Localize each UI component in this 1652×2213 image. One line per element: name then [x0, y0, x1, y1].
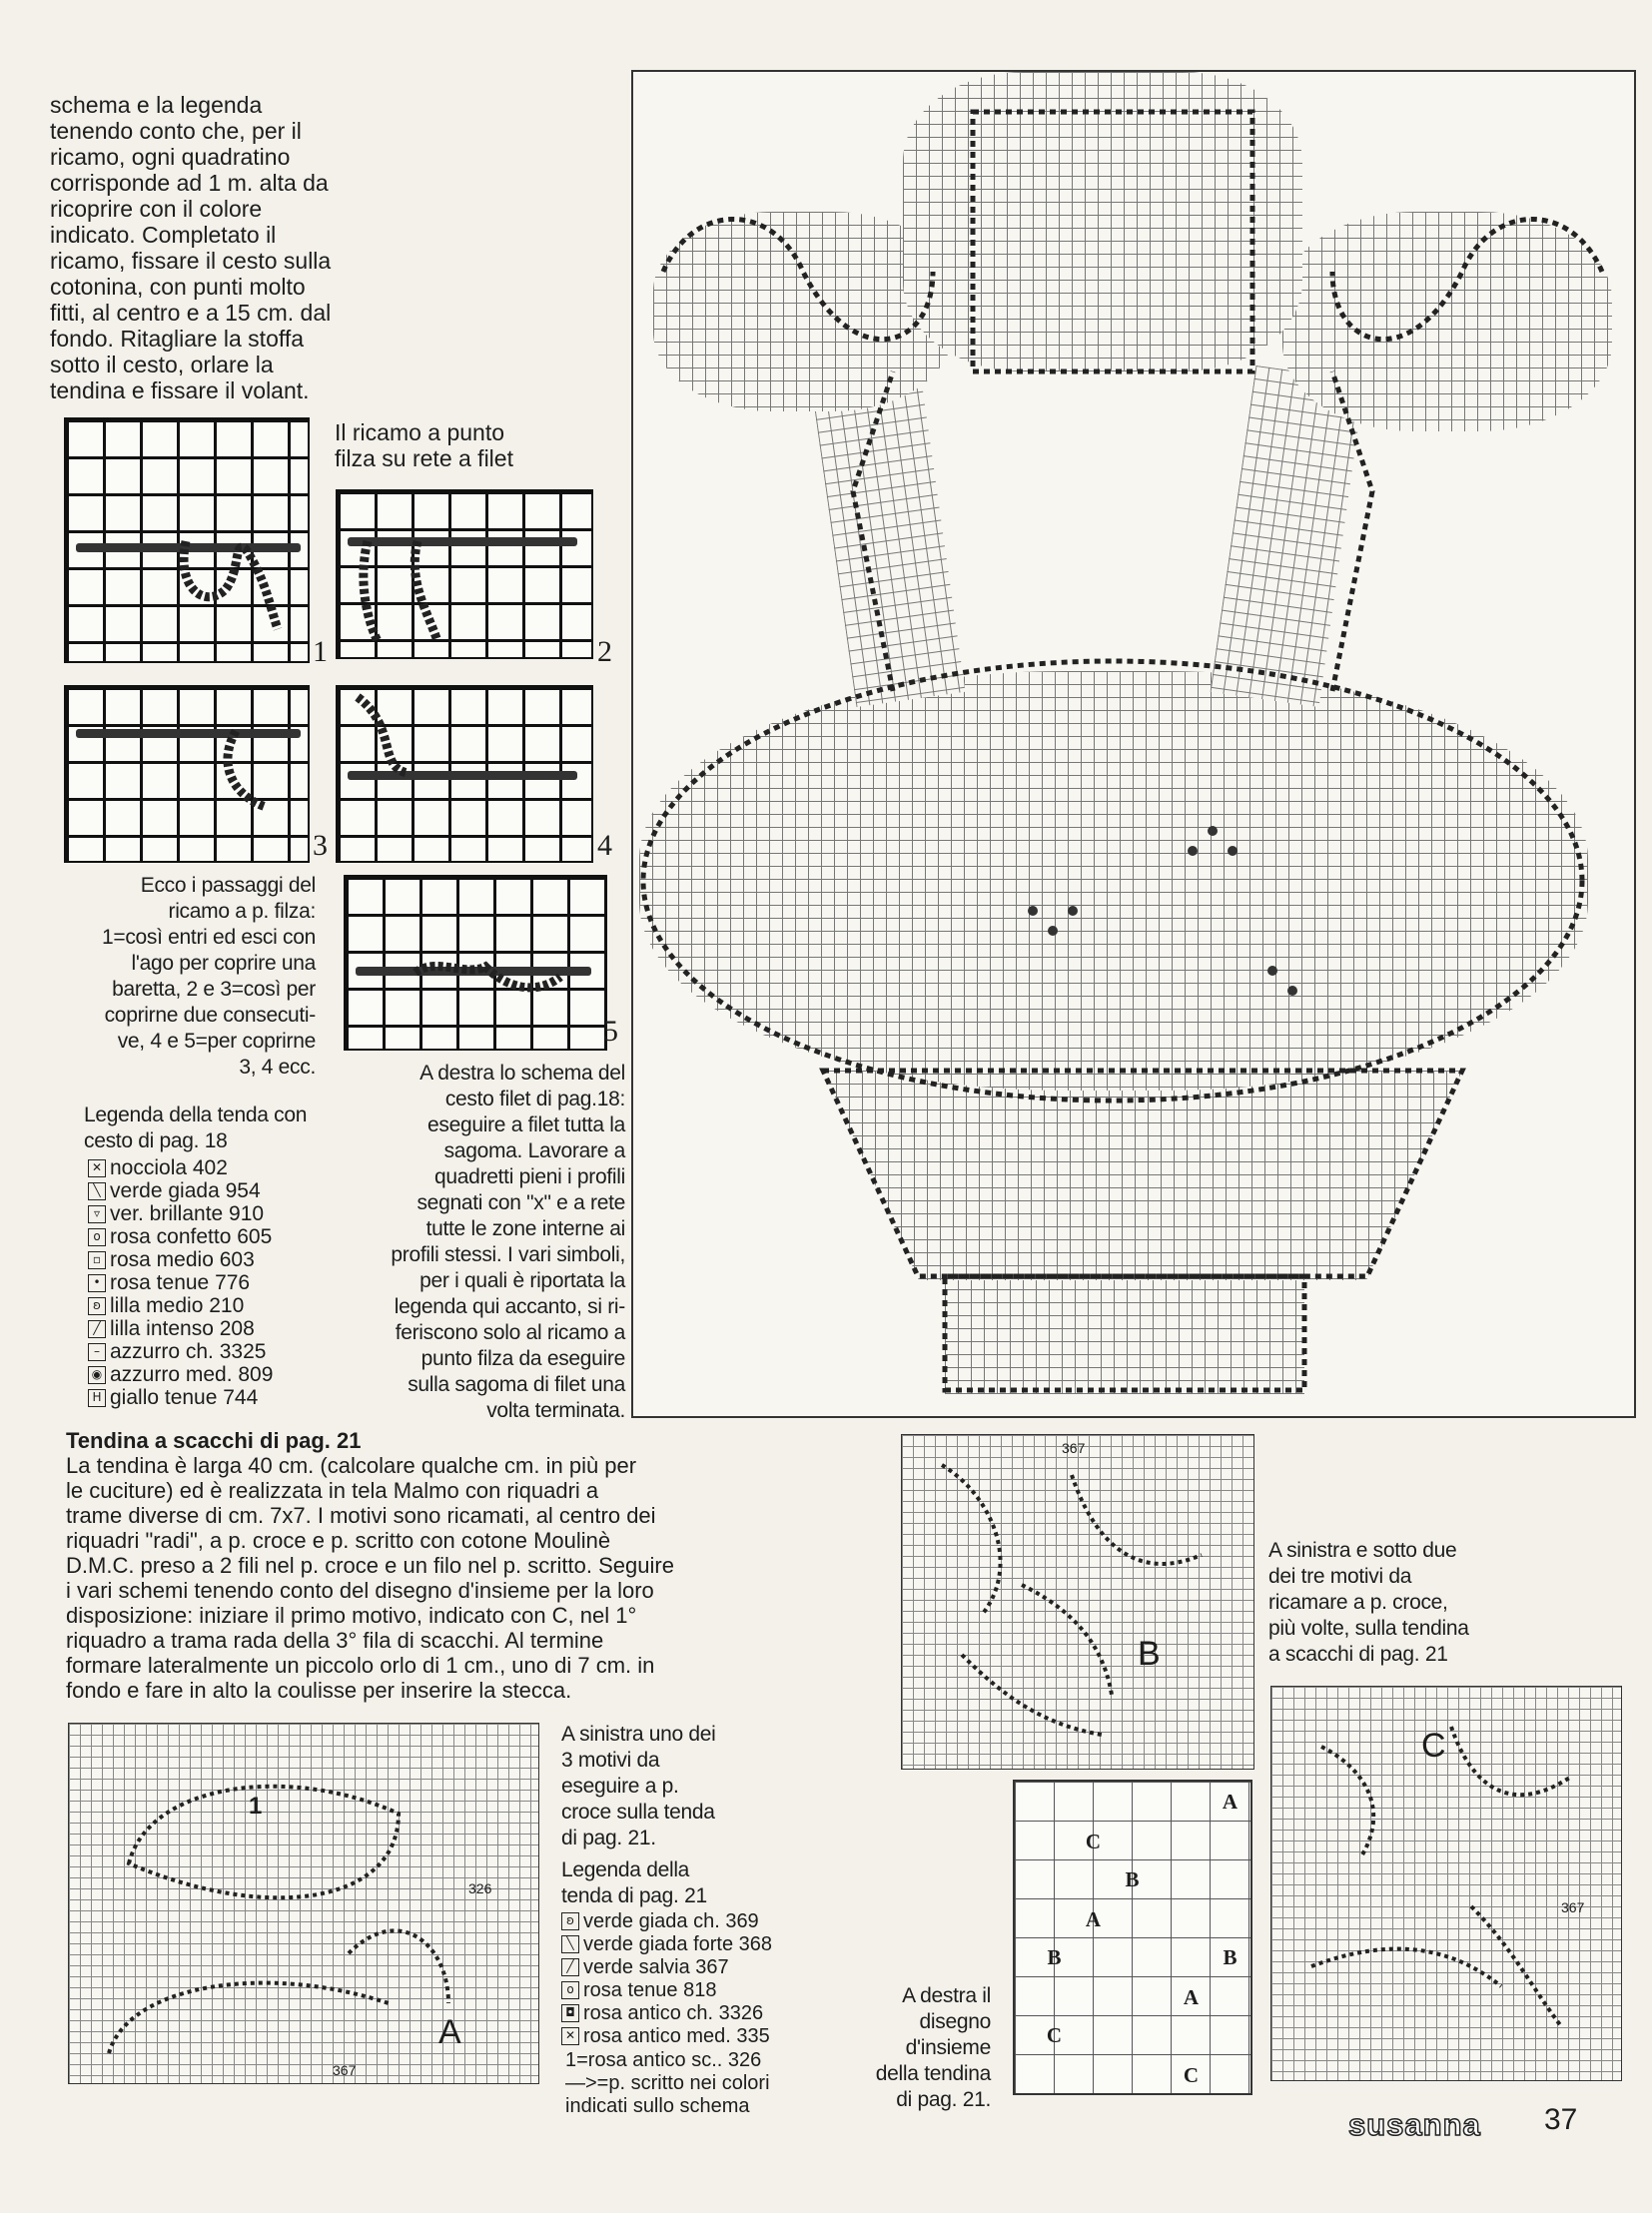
- legend-label: rosa medio 603: [110, 1247, 255, 1271]
- dot-symbol-icon: •: [88, 1274, 106, 1292]
- motif-a-code: 326: [468, 1880, 492, 1896]
- legend-label: verde giada forte 368: [583, 1932, 773, 1955]
- legend-item: [88, 1156, 348, 1179]
- motif-a-note: [561, 1722, 771, 1851]
- dash-symbol-icon: –: [88, 1343, 106, 1361]
- legend-label: rosa confetto 605: [110, 1224, 273, 1248]
- legend-tendina: [561, 1909, 861, 2116]
- basket-outline-icon: [633, 72, 1634, 1416]
- plan-letter: A: [1085, 1907, 1102, 1931]
- tendina-section: [66, 1428, 865, 1703]
- intro-line: sotto il cesto, orlare la: [50, 352, 274, 377]
- filet-note-line: profili stessi. I vari simboli,: [391, 1243, 625, 1266]
- h-symbol-icon: H: [88, 1389, 106, 1407]
- step-number: 3: [313, 829, 328, 862]
- filet-note-line: cesto filet di pag.18:: [444, 1088, 625, 1110]
- legend-item: [561, 1978, 861, 2001]
- thread-loop-icon: [66, 419, 308, 661]
- plan-letter: A: [1222, 1790, 1239, 1814]
- tendina-line: fondo e fare in alto la coulisse per inserire la stecca.: [66, 1678, 572, 1703]
- legend-item: [88, 1202, 348, 1225]
- legend-tendina-title: [561, 1857, 781, 1909]
- slash-symbol-icon: ╱: [561, 1958, 579, 1976]
- cross-symbol-icon: ✕: [88, 1159, 106, 1177]
- circle-symbol-icon: o: [88, 1228, 106, 1246]
- legend-label: azzurro med. 809: [110, 1362, 274, 1386]
- step-number: 1: [313, 635, 328, 668]
- steps-line: coprirne due consecuti-: [104, 1004, 316, 1027]
- step-number: 5: [603, 1015, 618, 1048]
- step-number: 2: [597, 635, 612, 668]
- legend-item: [561, 1932, 861, 1955]
- motif-a-note-line: croce sulla tenda: [561, 1801, 715, 1824]
- filet-note-line: quadretti pieni i profili: [434, 1165, 625, 1188]
- motif-a-pattern-icon: [69, 1724, 538, 2083]
- legend-label: rosa tenue 818: [583, 1978, 717, 2001]
- plan-letter: A: [1183, 1985, 1200, 2009]
- stitch-step-2: [336, 489, 593, 659]
- loop-symbol-icon: ʚ: [561, 1912, 579, 1930]
- legend-item: [561, 1955, 861, 1978]
- legend-item: [561, 2024, 861, 2047]
- legend-label: ver. brillante 910: [110, 1201, 265, 1225]
- legend-item: [88, 1386, 348, 1409]
- legend-item: [561, 1909, 861, 1932]
- motif-a-code: 367: [333, 2062, 357, 2078]
- intro-line: ricoprire con il colore: [50, 196, 263, 222]
- filet-note-line: eseguire a filet tutta la: [427, 1113, 625, 1136]
- stitch-step-4: [336, 685, 593, 863]
- thread-loop-icon: [346, 877, 605, 1049]
- stitch-caption-line: filza su rete a filet: [335, 445, 513, 471]
- legend-tenda-title: [84, 1103, 334, 1154]
- tendina-line: trame diverse di cm. 7x7. I motivi sono ricamati, al centro dei: [66, 1503, 656, 1528]
- motif-c-pattern-icon: [1271, 1687, 1621, 2080]
- thread-loop-icon: [338, 687, 591, 861]
- filet-note-line: A destra lo schema del: [419, 1062, 625, 1085]
- plan-letter: C: [1085, 1830, 1102, 1853]
- filet-note-line: volta terminata.: [486, 1399, 625, 1422]
- legend-label: nocciola 402: [110, 1155, 228, 1179]
- intro-line: fondo. Ritagliare la stoffa: [50, 326, 305, 352]
- filet-basket-chart-frame: [631, 70, 1636, 1418]
- motif-bc-note: [1268, 1538, 1498, 1668]
- legend-title-line: Legenda della: [561, 1858, 690, 1881]
- plan-note-line: di pag. 21.: [896, 2088, 991, 2111]
- stitch-step-3: [64, 685, 310, 863]
- intro-paragraph: [50, 92, 410, 403]
- plan-note: [839, 1983, 991, 2113]
- steps-caption: [60, 873, 316, 1081]
- square-symbol-icon: ▫: [88, 1251, 106, 1269]
- legend-item: [88, 1317, 348, 1340]
- circle-symbol-icon: o: [561, 1981, 579, 1999]
- intro-line: tendina e fissare il volant.: [50, 377, 310, 403]
- motif-c-chart: [1270, 1686, 1622, 2081]
- legend-item: [88, 1179, 348, 1202]
- filet-note-line: legenda qui accanto, si ri-: [394, 1295, 625, 1318]
- legend-extra-line: —>=p. scritto nei colori: [565, 2072, 770, 2094]
- motif-c-letter: C: [1421, 1727, 1446, 1765]
- tendina-title: Tendina a scacchi di pag. 21: [66, 1428, 362, 1453]
- legend-label: giallo tenue 744: [110, 1385, 259, 1409]
- stitch-step-1: [64, 417, 310, 663]
- legend-title-line: cesto di pag. 18: [84, 1129, 228, 1152]
- thread-loop-icon: [338, 491, 591, 657]
- filet-note-line: segnati con "x" e a rete: [416, 1191, 625, 1214]
- tendina-line: disposizione: iniziare il primo motivo, indicato con C, nel 1°: [66, 1603, 637, 1628]
- legend-label: verde giada ch. 369: [583, 1909, 759, 1932]
- legend-label: azzurro ch. 3325: [110, 1339, 267, 1363]
- legend-label: verde salvia 367: [583, 1955, 729, 1978]
- legend-label: rosa antico med. 335: [583, 2024, 770, 2047]
- magazine-brand: susanna: [1348, 2107, 1481, 2142]
- stitch-caption-line: Il ricamo a punto: [335, 419, 505, 445]
- intro-line: corrisponde ad 1 m. alta da: [50, 170, 329, 196]
- motif-b-chart: [901, 1434, 1254, 1770]
- tendina-line: riquadri "radi", a p. croce e p. scritto con cotone Moulinè: [66, 1528, 611, 1553]
- legend-title-line: Legenda della tenda con: [84, 1104, 308, 1126]
- motif-a-note-line: A sinistra uno dei: [561, 1723, 716, 1746]
- legend-item: [88, 1225, 348, 1248]
- tendina-line: D.M.C. preso a 2 fili nel p. croce e un filo nel p. scritto. Seguire: [66, 1553, 674, 1578]
- legend-item: [88, 1271, 348, 1294]
- filet-note-line: sulla sagoma di filet una: [408, 1373, 625, 1396]
- filet-note-line: per i quali è riportata la: [419, 1269, 625, 1292]
- plan-letter: B: [1047, 1945, 1062, 1969]
- legend-extra-line: indicati sullo schema: [565, 2095, 750, 2117]
- motif-bc-note-line: ricamare a p. croce,: [1268, 1591, 1448, 1614]
- thread-loop-icon: [66, 687, 308, 861]
- loop-symbol-icon: ʚ: [88, 1297, 106, 1315]
- steps-line: ve, 4 e 5=per coprirne: [117, 1030, 316, 1053]
- legend-label: lilla medio 210: [110, 1293, 245, 1317]
- intro-line: ricamo, ogni quadratino: [50, 144, 291, 170]
- motif-a-number: 1: [249, 1793, 263, 1820]
- legend-extra-line: 1=rosa antico sc.. 326: [565, 2049, 762, 2071]
- steps-line: 1=così entri ed esci con: [101, 926, 316, 949]
- motif-b-letter: B: [1138, 1635, 1161, 1673]
- filet-note-line: punto filza da eseguire: [420, 1347, 625, 1370]
- intro-line: ricamo, fissare il cesto sulla: [50, 248, 332, 274]
- filled-square-symbol-icon: ◘: [561, 2004, 579, 2022]
- motif-c-code: 367: [1561, 1899, 1585, 1915]
- plan-letter: C: [1183, 2063, 1200, 2087]
- steps-line: 3, 4 ecc.: [239, 1056, 316, 1079]
- page-number: 37: [1544, 2103, 1578, 2136]
- motif-bc-note-line: A sinistra e sotto due: [1268, 1539, 1457, 1562]
- backslash-symbol-icon: ╲: [88, 1182, 106, 1200]
- legend-item: [561, 2001, 861, 2024]
- motif-bc-note-line: dei tre motivi da: [1268, 1565, 1412, 1588]
- filet-note-line: sagoma. Lavorare a: [443, 1139, 625, 1162]
- plan-note-line: d'insieme: [905, 2036, 991, 2059]
- tendina-line: riquadro a trama rada della 3° fila di scacchi. Al termine: [66, 1628, 604, 1653]
- tendina-line: formare lateralmente un piccolo orlo di 1 cm., uno di 7 cm. in: [66, 1653, 655, 1678]
- filet-note-line: tutte le zone interne ai: [425, 1217, 625, 1240]
- plan-note-line: disegno: [919, 2010, 991, 2033]
- tendina-plan-grid: [1013, 1780, 1252, 2095]
- tendina-line: La tendina è larga 40 cm. (calcolare qualche cm. in più per: [66, 1453, 637, 1478]
- legend-item: [88, 1294, 348, 1317]
- stitch-step-5: [344, 875, 607, 1051]
- motif-b-pattern-icon: [902, 1435, 1253, 1769]
- steps-line: l'ago per coprire una: [131, 952, 316, 975]
- legend-tenda: [88, 1156, 348, 1409]
- plan-note-line: della tendina: [875, 2062, 991, 2085]
- tendina-line: le cuciture) ed è realizzata in tela Malmo con riquadri a: [66, 1478, 599, 1503]
- legend-label: rosa antico ch. 3326: [583, 2001, 764, 2024]
- legend-item: [88, 1340, 348, 1363]
- motif-a-letter: A: [438, 2013, 461, 2051]
- legend-label: lilla intenso 208: [110, 1316, 255, 1340]
- backslash-symbol-icon: ╲: [561, 1935, 579, 1953]
- legend-label: rosa tenue 776: [110, 1270, 251, 1294]
- cross-symbol-icon: ✕: [561, 2027, 579, 2045]
- legend-title-line: tenda di pag. 21: [561, 1884, 707, 1907]
- triangle-symbol-icon: ▿: [88, 1205, 106, 1223]
- plan-letter: B: [1223, 1945, 1238, 1969]
- motif-bc-note-line: più volte, sulla tendina: [1268, 1617, 1469, 1640]
- steps-line: baretta, 2 e 3=così per: [112, 978, 316, 1001]
- filet-note-line: feriscono solo al ricamo a: [395, 1321, 625, 1344]
- motif-a-note-line: 3 motivi da: [561, 1749, 660, 1772]
- motif-b-code: 367: [1062, 1440, 1086, 1456]
- intro-line: tenendo conto che, per il: [50, 118, 302, 144]
- plan-letter: C: [1046, 2023, 1063, 2047]
- motif-a-note-line: eseguire a p.: [561, 1775, 679, 1798]
- intro-line: indicato. Completato il: [50, 222, 277, 248]
- target-symbol-icon: ◉: [88, 1366, 106, 1384]
- motif-bc-note-line: a scacchi di pag. 21: [1268, 1643, 1448, 1666]
- filet-note: [360, 1061, 625, 1424]
- legend-item: [88, 1248, 348, 1271]
- plan-letter: B: [1125, 1867, 1140, 1891]
- intro-line: fitti, al centro e a 15 cm. dal: [50, 300, 332, 326]
- steps-line: Ecco i passaggi del: [140, 874, 316, 897]
- stitch-caption: [335, 419, 564, 471]
- steps-line: ricamo a p. filza:: [168, 900, 316, 923]
- motif-a-chart: [68, 1723, 539, 2084]
- step-number: 4: [597, 829, 612, 862]
- tendina-line: i vari schemi tenendo conto del disegno d'insieme per la loro: [66, 1578, 654, 1603]
- slash-symbol-icon: ╱: [88, 1320, 106, 1338]
- motif-a-note-line: di pag. 21.: [561, 1827, 656, 1849]
- plan-note-line: A destra il: [902, 1984, 991, 2007]
- legend-label: verde giada 954: [110, 1178, 261, 1202]
- intro-line: schema e la legenda: [50, 92, 263, 118]
- legend-item: [88, 1363, 348, 1386]
- intro-line: cotonina, con punti molto: [50, 274, 306, 300]
